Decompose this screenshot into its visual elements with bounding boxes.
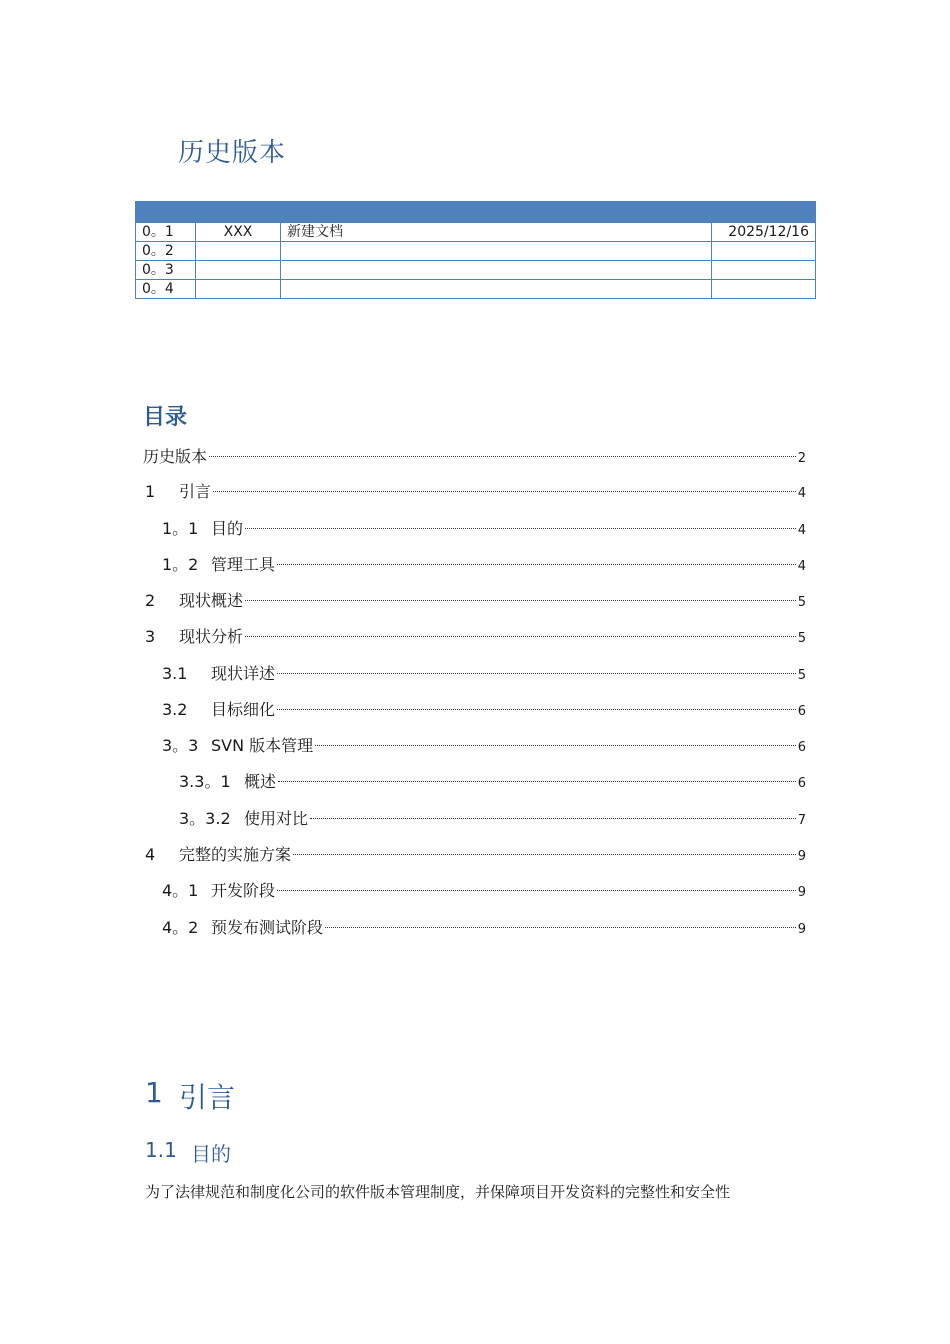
subsection-heading-1-1 [145,1138,231,1167]
toc-entry[interactable] [162,735,806,757]
toc-page-number: 6 [797,704,806,719]
subsection-number: 1.1 [145,1138,177,1162]
toc-dot-leader [310,818,796,819]
cell-version: 0。4 [136,280,196,299]
body-paragraph: 为了法律规范和制度化公司的软件版本管理制度，并保障项目开发资料的完整性和安全性 [145,1183,731,1201]
cell-date [712,280,816,299]
header-date [712,202,816,223]
toc-entry-number: 3.1 [162,664,188,683]
toc-dot-leader [213,491,796,492]
toc-entry-title: 完整的实施方案 [179,845,292,864]
toc-entry[interactable] [162,554,806,576]
cell-author [196,242,281,261]
toc-page-number: 5 [797,668,806,683]
toc-entry-number: 1。1 [162,519,199,538]
section-title: 引言 [179,1081,236,1114]
toc-entry-number: 3 [145,627,156,646]
toc-entry[interactable] [143,446,806,468]
toc-page-number: 4 [797,559,806,574]
toc-entry[interactable] [145,481,806,503]
toc-page-number: 6 [797,740,806,755]
toc-dot-leader [245,636,796,637]
toc-entry-number: 3。3 [162,736,199,755]
toc-dot-leader [277,673,796,674]
toc-entry-number: 2 [145,591,156,610]
cell-author [196,280,281,299]
toc-entry-title: SVN 版本管理 [211,736,314,755]
subsection-title: 目的 [191,1142,231,1166]
toc-entry-title: 现状详述 [211,664,276,683]
cell-description: 新建文档 [281,223,712,242]
toc-page-number: 9 [797,922,806,937]
toc-dot-leader [278,781,796,782]
cell-date: 2025/12/16 [712,223,816,242]
toc-dot-leader [209,456,796,457]
toc-entry-title: 使用对比 [244,809,309,828]
toc-entry-title: 目的 [211,519,244,538]
header-version [136,202,196,223]
cell-date [712,261,816,280]
cell-version: 0。3 [136,261,196,280]
toc-entry-title: 预发布测试阶段 [211,918,324,937]
toc-page-number: 9 [797,849,806,864]
toc-entry[interactable] [145,844,806,866]
toc-dot-leader [277,709,796,710]
header-description [281,202,712,223]
toc-entry[interactable] [145,590,806,612]
toc-page-number: 4 [797,486,806,501]
toc-dot-leader [245,528,796,529]
cell-date [712,242,816,261]
toc-heading: 目录 [143,405,188,430]
cell-author [196,261,281,280]
toc-dot-leader [277,890,796,891]
toc-page-number: 5 [797,595,806,610]
toc-entry[interactable] [162,518,806,540]
cell-description [281,280,712,299]
cell-version: 0。2 [136,242,196,261]
toc-dot-leader [325,927,796,928]
toc-entry-number: 4 [145,845,156,864]
table-row [136,242,816,261]
toc-entry-title: 现状分析 [179,627,244,646]
cell-author: XXX [196,223,281,242]
toc-page-number: 4 [797,523,806,538]
section-heading-1 [145,1076,235,1116]
toc-entry[interactable] [162,699,806,721]
toc-entry-number: 4。1 [162,881,199,900]
toc-entry-number: 1 [145,482,156,501]
toc-entry-title: 开发阶段 [211,881,276,900]
toc-page-number: 2 [797,451,806,466]
toc-entry[interactable] [179,771,806,793]
section-number: 1 [145,1076,163,1109]
toc-dot-leader [315,745,796,746]
table-header-row [136,202,816,223]
table-row [136,223,816,242]
toc-entry[interactable] [162,917,806,939]
toc-entry-title: 管理工具 [211,555,276,574]
header-author [196,202,281,223]
toc-entry-title: 概述 [244,772,277,791]
toc-entry-number: 1。2 [162,555,199,574]
toc-entry-number: 3.2 [162,700,188,719]
history-title: 历史版本 [178,138,287,168]
table-row [136,280,816,299]
toc-entry-number: 3。3.2 [179,809,231,828]
toc-entry-title: 现状概述 [179,591,244,610]
cell-description [281,261,712,280]
toc-dot-leader [245,600,796,601]
toc-entry[interactable] [162,663,806,685]
cell-version: 0。1 [136,223,196,242]
table-row [136,261,816,280]
version-history-table [135,201,816,299]
toc-dot-leader [293,854,796,855]
toc-entry-title: 历史版本 [143,447,208,466]
toc-entry[interactable] [162,880,806,902]
toc-entry-number: 4。2 [162,918,199,937]
toc-page-number: 6 [797,776,806,791]
toc-entry-number: 3.3。1 [179,772,231,791]
toc-entry-title: 目标细化 [211,700,276,719]
toc-page-number: 9 [797,885,806,900]
toc-dot-leader [277,564,796,565]
toc-entry[interactable] [179,808,806,830]
toc-page-number: 7 [797,813,806,828]
toc-entry[interactable] [145,626,806,648]
toc-entry-title: 引言 [179,482,212,501]
cell-description [281,242,712,261]
toc-page-number: 5 [797,631,806,646]
